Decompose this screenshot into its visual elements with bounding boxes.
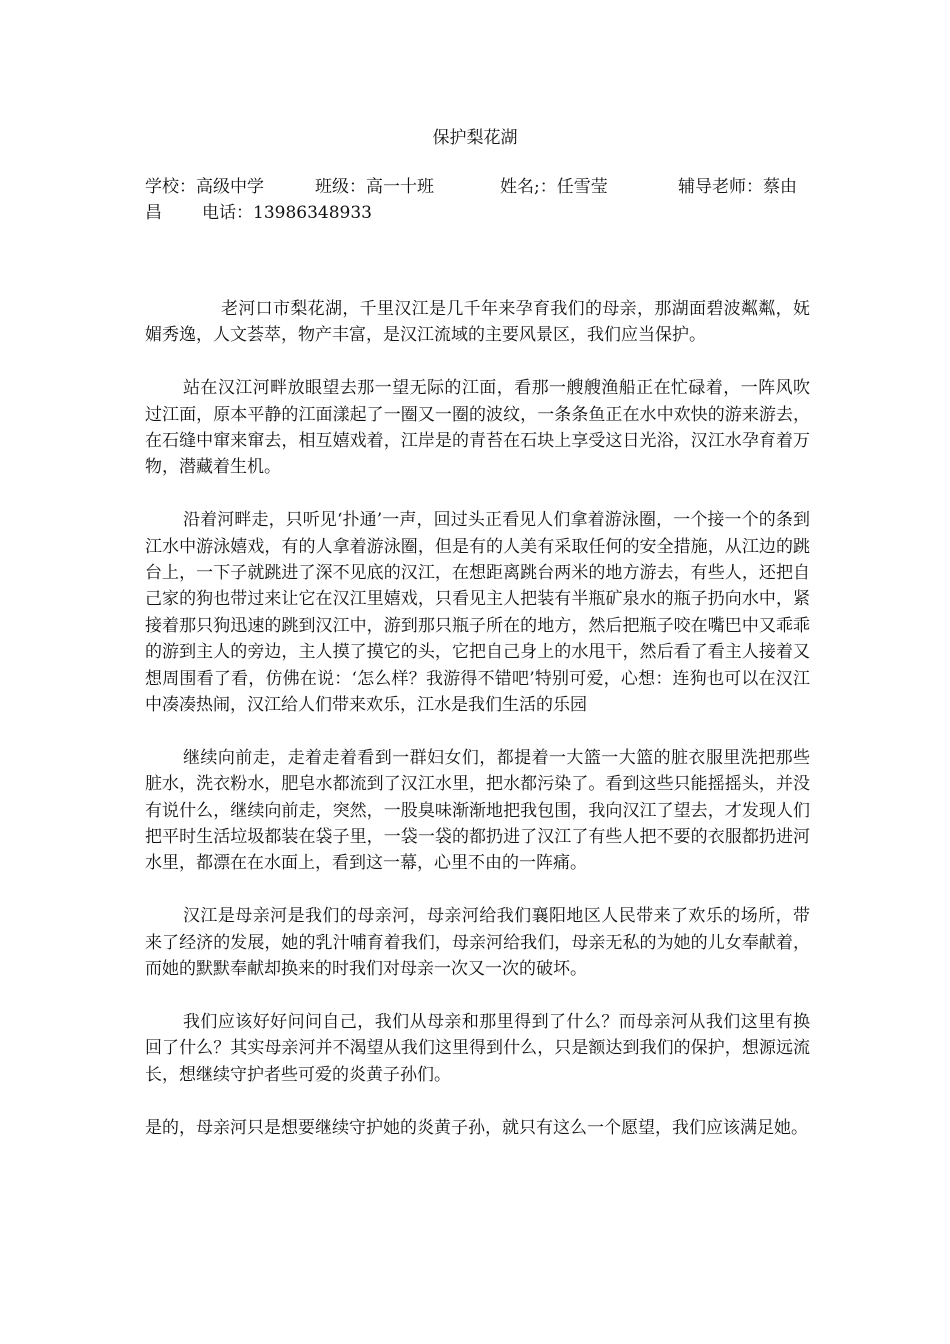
- paragraph: 老河口市梨花湖，千里汉江是几千年来孕育我们的母亲，那湖面碧波粼粼，妩媚秀逸，人文荟萃，物产丰富，是汉江流域的主要风景区，我们应当保护。: [145, 299, 810, 346]
- author-info-row-1: [145, 174, 810, 200]
- phone-label: 电话：13986348933: [202, 203, 372, 223]
- teacher-label: 辅导老师：蔡由: [678, 177, 797, 197]
- document-title: 保护梨花湖: [432, 128, 518, 148]
- paragraph: 继续向前走，走着走着看到一群妇女们，都提着一大篮一大篮的脏衣服里洗把那些脏水，洗衣粉水，肥皂水都流到了汉江水里，把水都污染了。看到这些只能摇摇头，并没有说什么，继续向前走，突然，一股臭味渐渐地把我包围，我向汉江了望去，才发现人们把平时生活垃圾都装在袋子里，一袋一袋的都扔进了汉江了有些人把不要的衣服都扔进河水里，都漂在在水面上，看到这一幕，心里不由的一阵痛。: [145, 747, 810, 874]
- author-info: [145, 174, 810, 226]
- student-name-label: 姓名;：任雪莹: [500, 177, 608, 197]
- paragraph: 汉江是母亲河是我们的母亲河，母亲河给我们襄阳地区人民带来了欢乐的场所，带来了经济的发展，她的乳汁哺育着我们，母亲河给我们，母亲无私的为她的儿女奉献着，而她的默默奉献却换来的时我们对母亲一次又一次的破坏。: [145, 906, 810, 980]
- class-label: 班级：高一十班: [315, 177, 434, 197]
- paragraph: 站在汉江河畔放眼望去那一望无际的江面，看那一艘艘渔船正在忙碌着，一阵风吹过江面，原本平静的江面漾起了一圈又一圈的波纹，一条条鱼正在水中欢快的游来游去，在石缝中窜来窜去，相互嬉戏着，江岸是的青苔在石块上享受这日光浴，汉江水孕育着万物，潜藏着生机。: [145, 378, 810, 478]
- paragraph: 我们应该好好问问自己，我们从母亲和那里得到了什么？而母亲河从我们这里有换回了什么？其实母亲河并不渴望从我们这里得到什么，只是额达到我们的保护，想源远流长，想继续守护者些可爱的炎黄子孙们。: [145, 1011, 810, 1085]
- paragraph: 沿着河畔走，只听见‘扑通’一声，回过头正看见人们拿着游泳圈，一个接一个的条到江水中游泳嬉戏，有的人拿着游泳圈，但是有的人美有采取任何的安全措施，从江边的跳台上，一下子就跳进了深不见底的汉江，在想距离跳台两米的地方游去，有些人，还把自己家的狗也带过来让它在汉江里嬉戏，只看见主人把装有半瓶矿泉水的瓶子扔向水中，紧接着那只狗迅速的跳到汉江中，游到那只瓶子所在的地方，然后把瓶子咬在嘴巴中又乖乖的游到主人的旁边，主人摸了摸它的头，它把自己身上的水甩干，然后看了看主人接着又想周围看了看，仿佛在说：‘怎么样？我游得不错吧’特别可爱，心想：连狗也可以在汉江中凑凑热闹，汉江给人们带来欢乐，江水是我们生活的乐园: [145, 510, 810, 716]
- teacher-label-continued: 昌: [145, 203, 162, 223]
- school-label: 学校：高级中学: [145, 177, 264, 197]
- document-body: [145, 296, 810, 1167]
- author-info-row-2: [145, 200, 810, 226]
- paragraph: 是的，母亲河只是想要继续守护她的炎黄子孙，就只有这么一个愿望，我们应该满足她。: [145, 1117, 808, 1138]
